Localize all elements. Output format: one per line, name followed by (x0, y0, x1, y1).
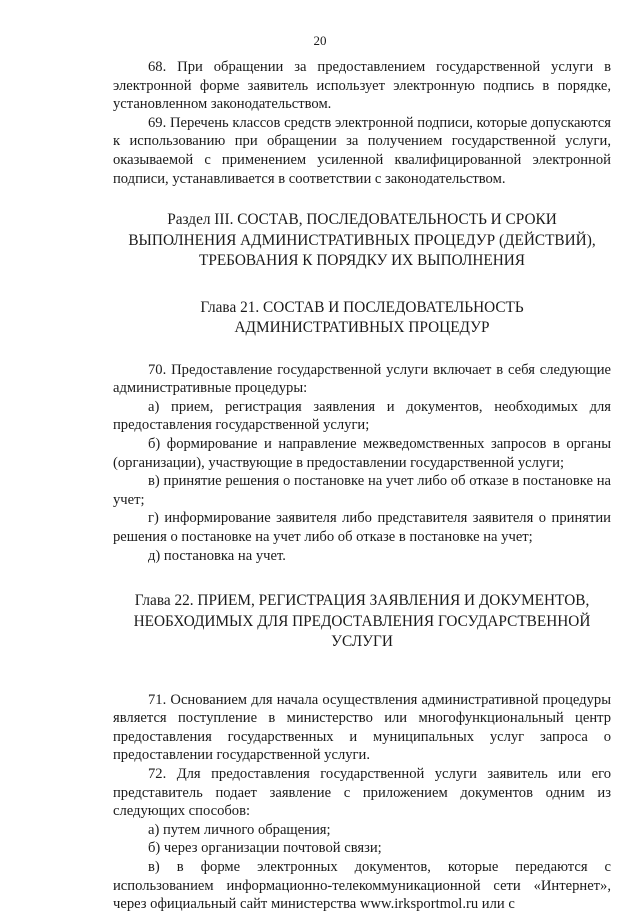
chapter-22-heading-line-3: УСЛУГИ (331, 633, 393, 651)
page-content (113, 58, 611, 914)
chapter-22-heading (113, 591, 611, 653)
section-3-heading-line-1: Раздел III. СОСТАВ, ПОСЛЕДОВАТЕЛЬНОСТЬ И СРОКИ (167, 211, 557, 229)
list-item: а) прием, регистрация заявления и документов, необходимых для предоставления государственной услуги; (113, 398, 611, 434)
list-item: б) формирование и направление межведомственных запросов в органы (организации), участвующие в предоставлении государственной услуги; (113, 436, 611, 471)
list-item: д) постановка на учет. (148, 547, 286, 564)
list-item: г) информирование заявителя либо представителя заявителя о принятии решения о постановке на учет либо об отказе в постановке на учет; (113, 510, 611, 545)
paragraph-70: 70. Предоставление государственной услуги включает в себя следующие административные процедуры: (113, 361, 611, 397)
section-3-heading (113, 210, 611, 272)
list-item: в) принятие решения о постановке на учет либо об отказе в постановке на учет; (113, 473, 611, 508)
list-item: в) в форме электронных документов, которые передаются с использованием информационно-телекоммуникационной сети «Интернет», через официальный сайт министерства www.irksportmol.ru или с (113, 859, 611, 913)
list-item: а) путем личного обращения; (148, 821, 331, 838)
chapter-22-heading-line-1: Глава 22. ПРИЕМ, РЕГИСТРАЦИЯ ЗАЯВЛЕНИЯ И ДОКУМЕНТОВ, (134, 592, 590, 610)
paragraph-68: 68. При обращении за предоставлением государственной услуги в электронной форме заявитель использует электронную подпись в порядке, установленном законодательством. (113, 59, 611, 113)
section-3-heading-line-2: ВЫПОЛНЕНИЯ АДМИНИСТРАТИВНЫХ ПРОЦЕДУР (ДЕЙСТВИЙ), (128, 231, 596, 249)
list-item: б) через организации почтовой связи; (148, 840, 382, 857)
chapter-21-heading (113, 298, 611, 339)
paragraph-69: 69. Перечень классов средств электронной подписи, которые допускаются к использованию при обращении за получением государственной услуги, оказываемой с применением усиленной квалифицированной электронной подписи, устанавливается в соответствии с законодательством. (113, 114, 611, 187)
chapter-21-heading-line-1: Глава 21. СОСТАВ И ПОСЛЕДОВАТЕЛЬНОСТЬ (200, 298, 524, 316)
section-3-heading-line-3: ТРЕБОВАНИЯ К ПОРЯДКУ ИХ ВЫПОЛНЕНИЯ (198, 252, 526, 270)
chapter-21-heading-line-2: АДМИНИСТРАТИВНЫХ ПРОЦЕДУР (234, 319, 490, 337)
paragraph-71: 71. Основанием для начала осуществления административной процедуры является поступление в министерство или многофункциональный центр предоставления государственных и муниципальных услуг запроса о предоставлении государственной услуги. (113, 691, 611, 764)
chapter-22-heading-line-2: НЕОБХОДИМЫХ ДЛЯ ПРЕДОСТАВЛЕНИЯ ГОСУДАРСТВЕННОЙ (133, 612, 591, 630)
page-number: 20 (313, 33, 327, 48)
paragraph-72: 72. Для предоставления государственной услуги заявитель или его представитель подает заявление с приложением документов одним из следующих способов: (113, 766, 611, 820)
